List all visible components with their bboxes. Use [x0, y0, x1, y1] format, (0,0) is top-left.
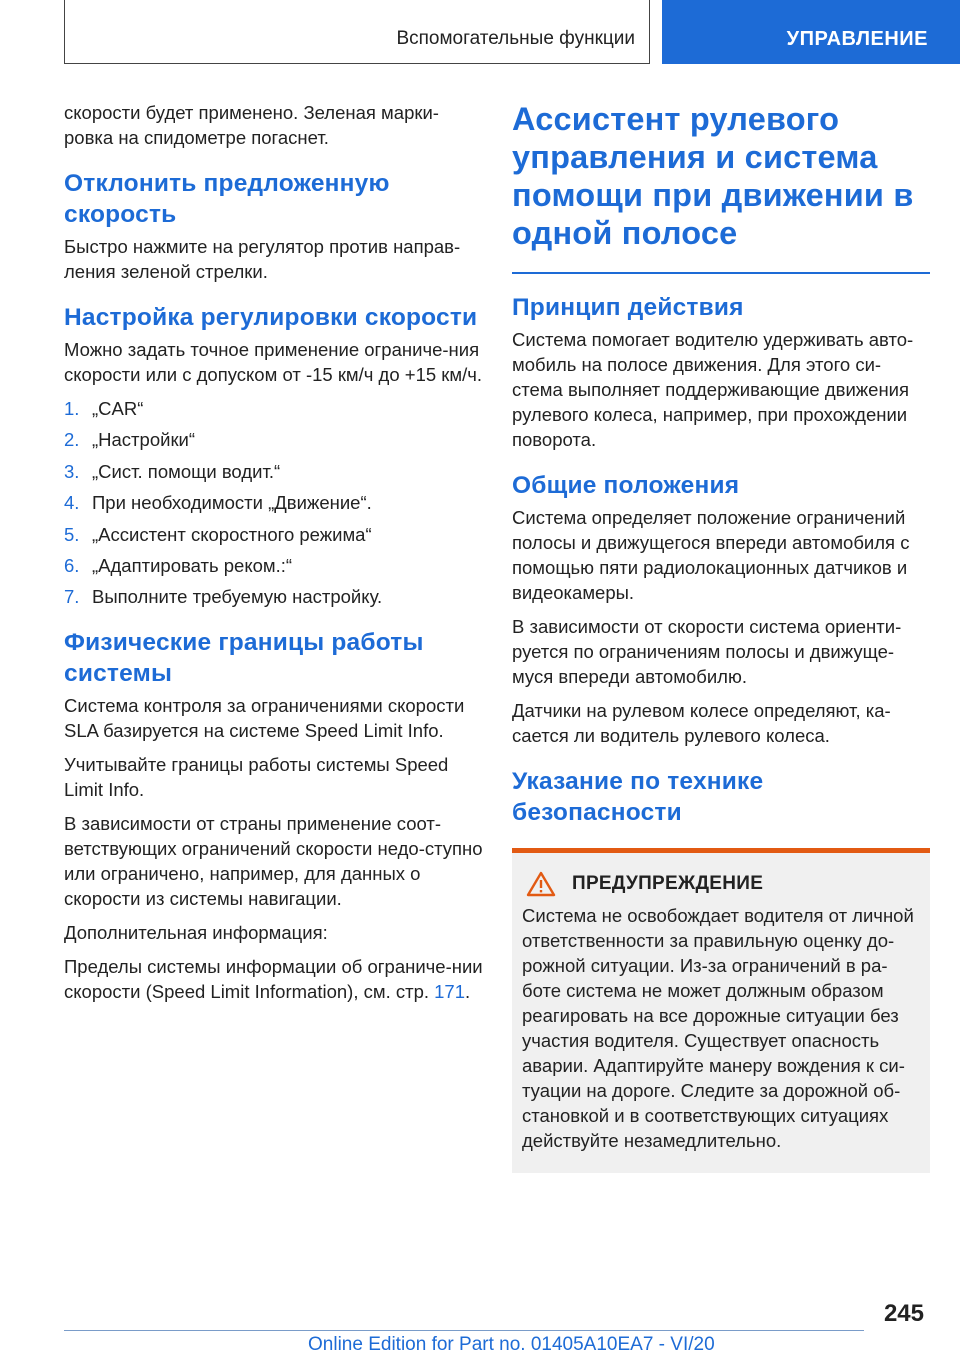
edition-footer: Online Edition for Part no. 01405A10EA7 - VI/20 — [308, 1334, 715, 1355]
limits-paragraph-5 — [64, 954, 484, 1004]
limits-paragraph-3: В зависимости от страны применение соот-ветствующих ограничений скорости недо-ступно или ограничено, например, для данных о скорости из системы навигации. — [64, 813, 483, 910]
list-item — [64, 522, 484, 547]
limits-paragraph-4: Дополнительная информация: — [64, 922, 328, 944]
limits-heading: Физические границы работы системы — [64, 629, 424, 688]
main-heading: Ассистент рулевого управления и система помощи при движении в одной полосе — [512, 101, 914, 251]
limits-paragraph-1: Система контроля за ограничениями скорости SLA базируется на системе Speed Limit Info. — [64, 695, 465, 742]
general-paragraph-1: Система определяет положение ограничений полосы и движущегося впереди автомобиля с помощью пяти радиолокационных датчиков и видеокамеры. — [512, 507, 910, 603]
warning-text: Система не освобождает водителя от личной ответственности за правильную оценку до-рожной ситуации. Из-за ограничений в ра-боте система не может должным образом реагировать на все дорожные ситуации без участия водителя. Существует опасность аварии. Адаптируйте манеру вождения к си-туации на дороге. Следите за дорожной об-становкой и в соответствующих ситуациях действуйте незамедлительно. — [522, 905, 914, 1151]
warning-header — [522, 871, 920, 897]
step-number: 2. — [64, 429, 80, 451]
right-column — [512, 100, 930, 1173]
limits-paragraph-2: Учитывайте границы работы системы Speed Limit Info. — [64, 754, 449, 801]
settings-heading: Настройка регулировки скорости — [64, 304, 478, 331]
heading-divider — [512, 272, 930, 274]
intro-paragraph: скорости будет применено. Зеленая марки-ровка на спидометре погаснет. — [64, 102, 439, 148]
left-column — [64, 100, 484, 1013]
step-text: „Настройки“ — [92, 429, 196, 451]
settings-paragraph: Можно задать точное применение ограниче-ния скорости или с допуском от -15 км/ч до +15 км/ч. — [64, 339, 483, 385]
step-text: При необходимости „Движение“. — [92, 492, 372, 514]
steps-list — [64, 396, 484, 609]
warning-title: ПРЕДУПРЕЖДЕНИЕ — [572, 873, 764, 894]
step-text: „Сист. помощи водит.“ — [92, 460, 281, 482]
page-number: 245 — [883, 1300, 924, 1327]
step-text: „Ассистент скоростного режима“ — [92, 523, 372, 545]
warning-triangle-icon — [526, 871, 556, 897]
section-tab — [64, 0, 650, 64]
step-number: 1. — [64, 398, 80, 419]
chapter-tab — [662, 0, 960, 64]
step-number: 4. — [64, 492, 80, 514]
list-item — [64, 584, 484, 609]
footer-divider — [64, 1330, 864, 1331]
warning-box — [512, 848, 930, 1173]
step-text: „Адаптировать реком.:“ — [92, 554, 293, 576]
list-item — [64, 396, 484, 421]
safety-heading: Указание по технике безопасности — [512, 768, 764, 826]
step-number: 5. — [64, 523, 80, 545]
chapter-tab-label: УПРАВЛЕНИЕ — [786, 28, 928, 50]
list-item — [64, 459, 484, 484]
general-heading: Общие положения — [512, 472, 740, 499]
list-item — [64, 490, 484, 515]
limits-paragraph-5-end: . — [465, 981, 471, 1003]
limits-paragraph-5-text: Пределы системы информации об ограниче-нии скорости (Speed Limit Information), см. стр. — [64, 956, 483, 1003]
principle-paragraph: Система помогает водителю удерживать авто-мобиль на полосе движения. Для этого си-стема выполняет поддерживающие движения рулевого колеса, например, при прохождении поворота. — [512, 329, 914, 450]
list-item — [64, 553, 484, 578]
page-reference-link[interactable]: 171 — [434, 981, 466, 1003]
step-number: 6. — [64, 554, 80, 576]
step-number: 7. — [64, 586, 80, 608]
general-paragraph-3: Датчики на рулевом колесе определяют, ка-сается ли водитель рулевого колеса. — [512, 700, 891, 746]
reject-paragraph: Быстро нажмите на регулятор против направ-ления зеленой стрелки. — [64, 236, 461, 282]
list-item — [64, 427, 484, 452]
principle-heading: Принцип действия — [512, 294, 744, 321]
reject-heading: Отклонить предложенную скорость — [64, 170, 390, 228]
section-tab-label: Вспомогательные функции — [396, 28, 635, 49]
step-text: Выполните требуемую настройку. — [92, 586, 383, 608]
step-number: 3. — [64, 460, 80, 482]
general-paragraph-2: В зависимости от скорости система ориенти-руется по ограничениям полосы и движуще-муся впереди автомобилю. — [512, 616, 902, 687]
step-text: „CAR“ — [92, 398, 144, 419]
